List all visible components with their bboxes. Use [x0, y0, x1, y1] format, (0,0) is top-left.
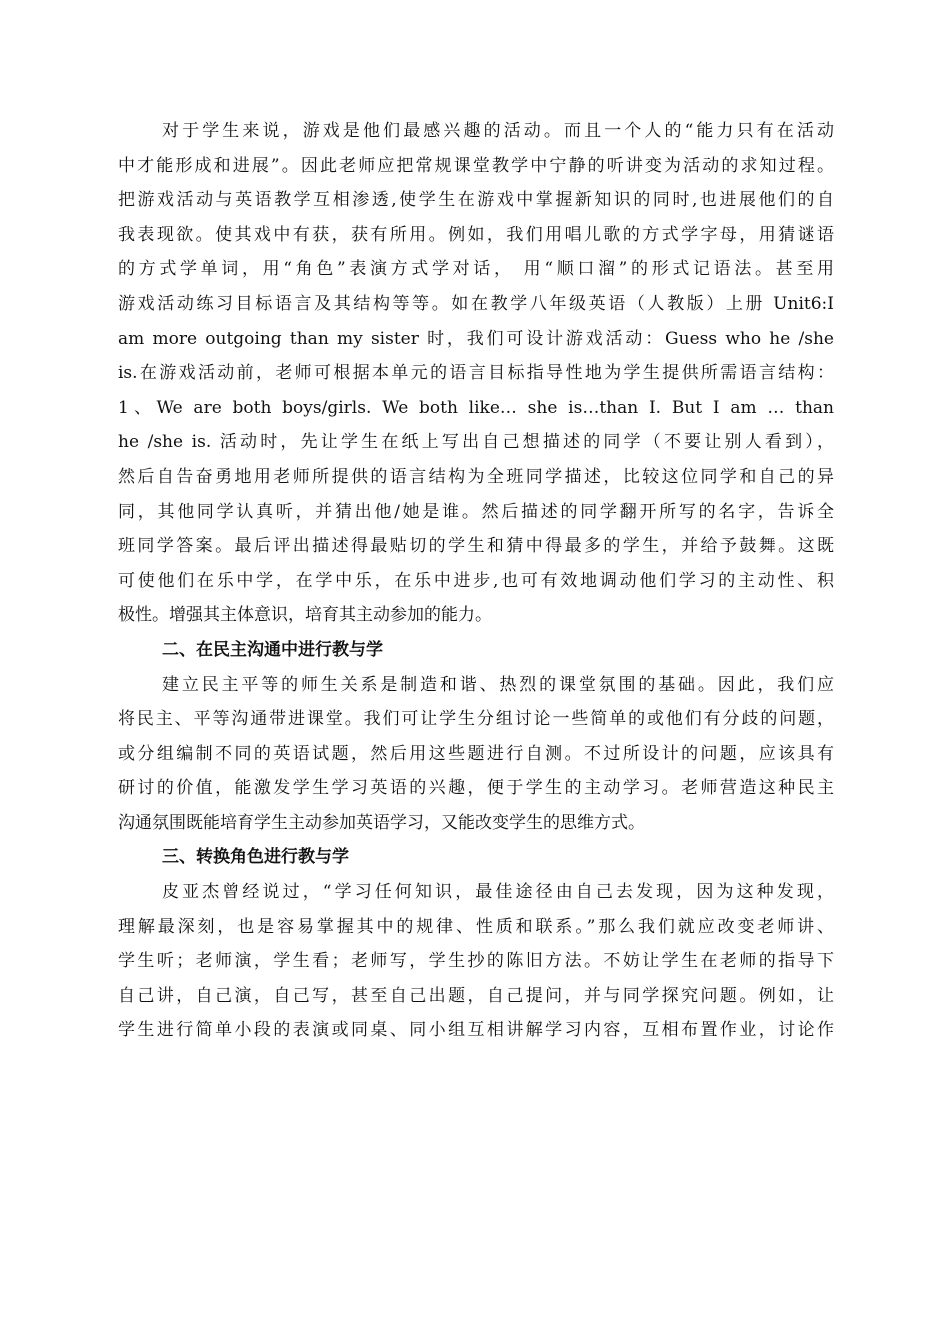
paragraph-role-switch: [118, 875, 834, 1048]
text-line: 极性。增强其主体意识，培育其主动参加的能力。: [118, 605, 492, 626]
text-line: 研讨的价值，能激发学生学习英语的兴趣，便于学生的主动学习。老师营造这种民主: [118, 778, 834, 799]
text-line: 沟通氛围既能培育学生主动参加英语学习，又能改变学生的思维方式。: [118, 812, 645, 833]
text-line: 建立民主平等的师生关系是制造和谐、热烈的课堂氛围的基础。因此，我们应: [162, 674, 834, 695]
section-heading-democratic-communication: 二、在民主沟通中进行教与学: [162, 639, 383, 660]
text-line: am more outgoing than my sister 时，我们可设计游戏活动：Guess who he /she: [118, 328, 834, 349]
text-line: is.在游戏活动前，老师可根据本单元的语言目标指导性地为学生提供所需语言结构：: [118, 363, 834, 384]
text-line: 可使他们在乐中学，在学中乐，在乐中进步,也可有效地调动他们学习的主动性、积: [118, 570, 834, 591]
text-line: 皮亚杰曾经说过，“学习任何知识，最佳途径由自己去发现，因为这种发现，: [162, 882, 834, 903]
text-line: 对于学生来说，游戏是他们最感兴趣的活动。而且一个人的“能力只有在活动: [162, 121, 834, 141]
section-heading-role-switch: 三、转换角色进行教与学: [162, 847, 349, 868]
text-line: 自己讲，自己演，自己写，甚至自己出题，自己提问，并与同学探究问题。例如，让: [118, 985, 834, 1006]
text-line: 然后自告奋勇地用老师所提供的语言结构为全班同学描述，比较这位同学和自己的异: [118, 466, 834, 487]
text-line: 学生听；老师演，学生看；老师写，学生抄的陈旧方法。不妨让学生在老师的指导下: [118, 951, 834, 972]
text-line: 学生进行简单小段的表演或同桌、同小组互相讲解学习内容，互相布置作业，讨论作: [118, 1020, 834, 1041]
text-line: 我表现欲。使其戏中有获，获有所用。例如，我们用唱儿歌的方式学字母，用猜谜语: [118, 224, 834, 245]
text-line: 班同学答案。最后评出描述得最贴切的学生和猜中得最多的学生，并给予鼓舞。这既: [118, 536, 834, 557]
text-line: 游戏活动练习目标语言及其结构等等。如在教学八年级英语（人教版）上册 Unit6:I: [118, 293, 834, 314]
document-page: [118, 114, 834, 1048]
paragraph-democratic-communication: [118, 668, 834, 841]
text-line: 把游戏活动与英语教学互相渗透,使学生在游戏中掌握新知识的同时,也进展他们的自: [118, 190, 834, 211]
text-line: 将民主、平等沟通带进课堂。我们可让学生分组讨论一些简单的或他们有分歧的问题，: [118, 709, 834, 730]
text-line: 1、We are both boys/girls. We both like… she is…than I. But I am … than: [118, 397, 834, 418]
text-line: he /she is. 活动时，先让学生在纸上写出自己想描述的同学（不要让别人看到），: [118, 432, 834, 453]
paragraph-games: [118, 114, 834, 633]
text-line: 或分组编制不同的英语试题，然后用这些题进行自测。不过所设计的问题，应该具有: [118, 743, 834, 764]
text-line: 的方式学单词，用“角色”表演方式学对话， 用“顺口溜”的形式记语法。甚至用: [118, 259, 834, 280]
text-line: 同，其他同学认真听，并猜出他/她是谁。然后描述的同学翻开所写的名字，告诉全: [118, 501, 834, 522]
text-line: 中才能形成和进展”。因此老师应把常规课堂教学中宁静的听讲变为活动的求知过程。: [118, 155, 834, 176]
text-line: 理解最深刻，也是容易掌握其中的规律、性质和联系。”那么我们就应改变老师讲、: [118, 916, 834, 937]
